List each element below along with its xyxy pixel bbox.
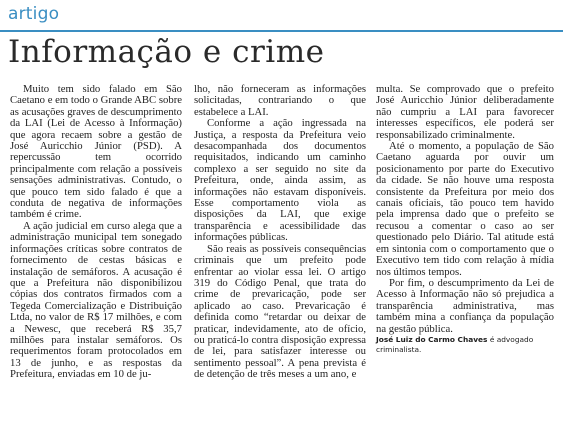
- author-signature: [376, 335, 554, 356]
- article-column-3: [376, 84, 554, 356]
- paragraph: Muito tem sido falado em São Caetano e em todo o Grande ABC sobre as acusações graves de descumprimento da LAI (Lei de Acesso à Informação) que agora recaem sobre a gestão de José Auricchio Júnior (PSD). A repercussão tem ocorrido principalmente com relação a possíveis sensações administrativas. Contudo, o que pouco tem sido falado é que a conduta de negativa de informações também é crime.: [10, 83, 182, 221]
- paragraph: Até o momento, a população de São Caetano aguarda por ouvir um posicionamento por parte do Executivo da cidade. Se não houve uma resposta consistente da Prefeitura por meio dos canais oficiais, tão pouco tem havido pela imprensa dado que o prefeito se recusou a comentar o caso ao ser questionado pelo Diário. Tal atitude está em sintonia com o comportamento que o Executivo tem tido com relação à mídia nos últimos tempos.: [376, 140, 554, 278]
- paragraph: A ação judicial em curso alega que a administração municipal tem sonegado informações críticas sobre contratos de fornecimento de cestas básicas e instalação de semáforos. A acusação é que a Prefeitura não disponibilizou cópias dos contratos firmados com a Tegeda Comercialização e Distribuição Ltda, no valor de R$ 17 milhões, e com a Newesc, que receberá R$ 35,7 milhões para instalar semáforos. Os requerimentos foram protocolados em 13 de junho, e as respostas da Prefeitura, enviadas em 10 de ju-: [10, 219, 182, 381]
- paragraph: Por fim, o descumprimento da Lei de Acesso à Informação não só prejudica a transparência administrativa, mas também mina a confiança da população na gestão pública.: [376, 276, 554, 335]
- paragraph: São reais as possíveis consequências criminais que um prefeito pode enfrentar ao violar essa lei. O artigo 319 do Código Penal, que trata do crime de prevaricação, pode ser aplicado ao caso. Prevaricação é definida como “retardar ou deixar de praticar, indevidamente, ato de ofício, ou praticá-lo contra disposição expressa de lei, para satisfazer interesse ou sentimento pessoal”. A pena prevista é de detenção de três meses a um ano, e: [194, 242, 366, 381]
- paragraph: multa. Se comprovado que o prefeito José Auricchio Júnior deliberadamente não cumpriu a LAI para favorecer interesses específicos, ele poderá ser responsabilizado criminalmente.: [376, 83, 554, 141]
- author-role: é advogado criminalista.: [376, 334, 534, 355]
- article-column-2: [194, 84, 366, 381]
- article-headline: Informação e crime: [8, 34, 325, 70]
- author-name: José Luiz do Carmo Chaves: [376, 334, 488, 344]
- article-column-1: [10, 84, 182, 381]
- paragraph: Conforme a ação ingressada na Justiça, a resposta da Prefeitura veio desacompanhada dos documentos requisitados, indicando um caminho complexo a ser seguido no site da Prefeitura, onde, ainda assim, as informações não estavam disponíveis. Esse comportamento viola as disposições da LAI, que exige transparência e acessibilidade das informações públicas.: [194, 117, 366, 244]
- section-rule: [0, 30, 563, 32]
- paragraph: lho, não forneceram as informações solicitadas, contrariando o que estabelece a LAI.: [194, 83, 366, 118]
- section-label: artigo: [8, 4, 60, 24]
